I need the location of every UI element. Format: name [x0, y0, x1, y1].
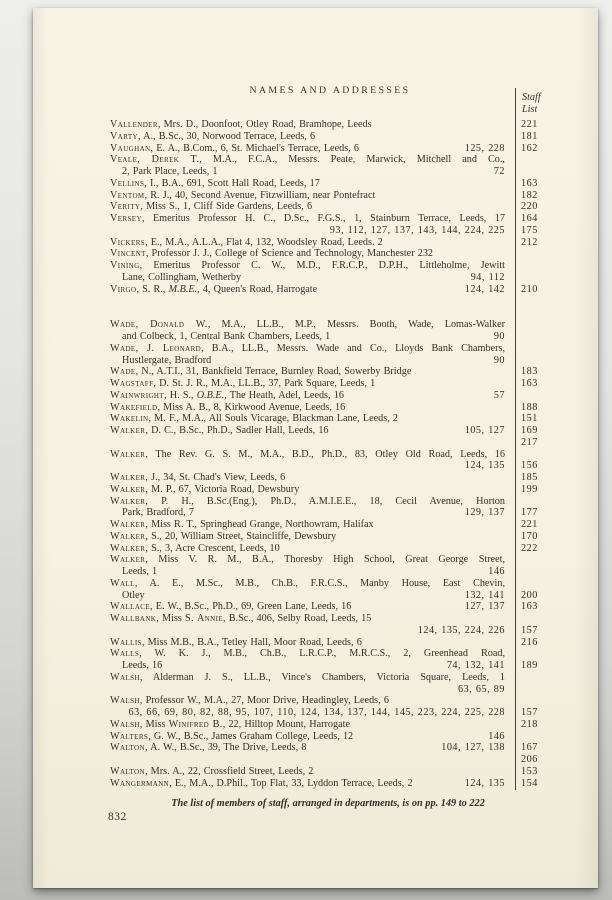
staff-list-number: 164: [521, 213, 538, 224]
staff-number-line: [110, 754, 538, 766]
directory-entry-line: [110, 201, 538, 213]
entry-text: Walters, G. W., B.Sc., James Graham College, Leeds, 12: [110, 730, 354, 742]
entry-text: 2, Park Place, Leeds, 1: [122, 166, 218, 177]
directory-entry-line: [110, 119, 538, 131]
staff-list-number: 199: [521, 483, 538, 495]
directory-entry-line: [110, 695, 505, 707]
page-refs-line: [110, 460, 538, 472]
staff-list-number: 183: [521, 366, 538, 378]
staff-list-number: 157: [521, 624, 538, 636]
entry-text: Leeds, 1: [122, 566, 158, 577]
entry-text: Versey, Emeritus Professor H. C., D.Sc., F.G.S., 1, Stainburn Terrace, Leeds, 17: [110, 213, 505, 224]
directory-entry-line: [110, 613, 505, 625]
entry-page-refs: 127, 137: [464, 601, 505, 613]
entry-text: Vaughan, E. A., B.Com., 6, St. Michael's Terrace, Leeds, 6: [110, 142, 359, 154]
staff-list-number: 151: [521, 413, 538, 425]
directory-entry-line: [110, 177, 538, 190]
entry-text: Wallis, Miss M.B., B.A., Tetley Hall, Moor Road, Leeds, 6: [110, 636, 362, 648]
directory-entry-line: [110, 566, 505, 578]
directory-entry-line: [110, 601, 538, 613]
directory-entry-line: [110, 578, 505, 590]
staff-list-number: 216: [521, 636, 538, 648]
directory-entry-line: [110, 425, 538, 437]
entry-text: Wallbank, Miss S. Annie, B.Sc., 406, Selby Road, Leeds, 15: [110, 613, 372, 624]
staff-list-number: 220: [521, 201, 538, 213]
entry-text: Walker, S., 20, William Street, Staincliffe, Dewsbury: [110, 530, 337, 542]
directory-entry-line: [110, 718, 538, 731]
directory-entry-line: [110, 731, 505, 743]
directory-entry-line: [110, 742, 538, 754]
staff-list-number: 210: [521, 283, 538, 295]
entry-text: Walker, Miss R. T., Springhead Grange, Northowram, Halifax: [110, 519, 374, 530]
directory-entry-line: [110, 343, 505, 355]
entry-page-refs: 63, 65, 89: [458, 683, 505, 695]
staff-list-number: 200: [521, 589, 538, 601]
entry-page-refs: 90: [493, 331, 505, 342]
directory-entry-line: [110, 660, 538, 672]
entry-page-refs: 63, 66, 69, 80, 82, 88, 95, 107, 110, 124, 134, 137, 144, 145, 223, 224, 225, 228: [128, 707, 505, 718]
entry-text: Wall, A. E., M.Sc., M.B., Ch.B., F.R.C.S., Manby House, East Chevin,: [110, 577, 505, 589]
staff-list-number: 169: [521, 425, 538, 436]
directory-entry-line: [110, 554, 505, 566]
directory-entry-line: [110, 636, 538, 649]
directory-entry-line: [110, 260, 505, 272]
directory-entry-line: [110, 401, 538, 414]
entry-text: Walton, A. W., B.Sc., 39, The Drive, Leeds, 8: [110, 742, 307, 754]
directory-entry-line: [110, 189, 538, 202]
entry-page-refs: 146: [488, 730, 505, 742]
directory-entry-line: [110, 472, 538, 484]
staff-list-number: 157: [521, 707, 538, 718]
staff-list-number: 163: [521, 177, 538, 189]
staff-list-number: 188: [521, 401, 538, 413]
entry-text: Vincent, Professor J. J., College of Science and Technology, Manchester 232: [110, 248, 434, 260]
directory-entry-line: [110, 166, 505, 178]
entry-page-refs: 129, 137: [464, 507, 505, 519]
staff-list-column-header: [522, 92, 541, 115]
entry-text: Wakelin, M. F., M.A., All Souls Vicarage, Blackman Lane, Leeds, 2: [110, 413, 398, 425]
staff-list-header-word-1: Staff: [522, 92, 541, 103]
directory-entry-line: [110, 213, 538, 225]
entry-text: Park, Bradford, 7: [122, 507, 194, 519]
staff-list-number: 221: [521, 519, 538, 530]
entry-page-refs: 124, 135: [464, 460, 505, 472]
staff-list-number: 222: [521, 542, 538, 554]
entry-text: Walker, S., 3, Acre Crescent, Leeds, 10: [110, 542, 280, 554]
entry-text: Walker, M. P., 67, Victoria Road, Dewsbury: [110, 483, 300, 495]
entry-text: Wade, Donald W., M.A., LL.B., M.P., Messrs. Booth, Wade, Lomas-Walker: [110, 319, 506, 331]
entry-text: Walsh, Professor W., M.A., 27, Moor Drive, Headingley, Leeds, 6: [110, 695, 389, 707]
entry-page-refs: 57: [493, 389, 505, 401]
page-number: 832: [108, 811, 127, 823]
entry-text: Wainwright, H. S., O.B.E., The Heath, Adel, Leeds, 16: [110, 389, 344, 401]
directory-entry-line: [110, 542, 538, 555]
staff-list-number: 217: [521, 436, 538, 448]
entry-page-refs: 132, 141: [464, 589, 505, 601]
entry-text: Wagstaff, D. St. J. R., M.A., LL.B., 37, Park Square, Leeds, 1: [110, 378, 376, 389]
directory-entry-line: [110, 366, 538, 378]
directory-entry-line: [110, 496, 505, 508]
entry-text: Verity, Miss S., 1, Cliff Side Gardens, Leeds, 6: [110, 201, 313, 213]
entry-text: Walker, J., 34, St. Chad's View, Leeds, 6: [110, 472, 286, 483]
page-refs-line: [110, 624, 538, 637]
directory-entry-line: [110, 142, 538, 155]
entry-text: Walsh, Alderman J. S., LL.B., Vince's Chambers, Victoria Square, Leeds, 1: [110, 671, 505, 683]
entry-text: Leeds, 16: [122, 660, 163, 671]
entry-text: Walker, P. H., B.Sc.(Eng.), Ph.D., A.M.I.E.E., 18, Cecil Avenue, Horton: [110, 495, 505, 507]
entry-text: Walker, D. C., B.Sc., Ph.D., Sadler Hall, Leeds, 16: [110, 425, 329, 436]
entry-text: Ventom, R. J., 40, Second Avenue, Fitzwilliam, near Pontefract: [110, 189, 376, 201]
page-title: NAMES AND ADDRESSES: [249, 85, 411, 96]
staff-list-number: 175: [521, 224, 538, 236]
entry-text: and Colbeck, 1, Central Bank Chambers, Leeds, 1: [122, 331, 331, 342]
entry-text: Vallender, Mrs. D., Doonfoot, Otley Road, Bramhope, Leeds: [110, 119, 372, 130]
entry-text: Veale, Derek T., M.A., F.C.A., Messrs. Peate, Marwick, Mitchell and Co.,: [110, 154, 505, 166]
entry-page-refs: 94, 112: [470, 271, 505, 283]
directory-entry-line: [110, 648, 505, 660]
staff-list-number: 156: [521, 460, 538, 472]
staff-column-rule: [515, 88, 516, 790]
entry-page-refs: 74, 132, 141: [446, 660, 505, 671]
scanned-directory-page: [33, 8, 598, 888]
directory-entry-line: [110, 519, 538, 531]
directory-entry-line: [110, 272, 505, 284]
staff-list-number: 189: [521, 660, 538, 671]
directory-entry-line: [110, 378, 538, 390]
staff-list-number: 177: [521, 507, 538, 519]
footer-note: The list of members of staff, arranged in departments, is on pp. 149 to 222: [171, 798, 485, 809]
entry-text: Otley: [122, 589, 145, 601]
staff-list-number: 163: [521, 601, 538, 613]
directory-entry-line: [110, 765, 538, 778]
staff-list-number: 206: [521, 754, 538, 765]
page-refs-line: [110, 224, 538, 237]
directory-entry-line: [110, 283, 538, 296]
entry-page-refs: 124, 135, 224, 226: [417, 624, 505, 636]
directory-entry-line: [110, 390, 505, 402]
entry-text: Lane, Collingham, Wetherby: [122, 271, 242, 283]
staff-list-number: 154: [521, 777, 538, 789]
entry-text: Wallace, E. W., B.Sc., Ph.D., 69, Green Lane, Leeds, 16: [110, 601, 352, 613]
entry-text: Walton, Mrs. A., 22, Crossfield Street, Leeds, 2: [110, 765, 314, 777]
staff-list-number: 181: [521, 130, 538, 142]
entry-text: Walsh, Miss Winifred B., 22, Hilltop Mount, Harrogate: [110, 718, 350, 730]
entry-text: Varty, A., B.Sc., 30, Norwood Terrace, Leeds, 6: [110, 130, 316, 142]
directory-entry-line: [110, 530, 538, 543]
staff-list-number: 221: [521, 119, 538, 130]
entry-text: Hustlergate, Bradford: [122, 354, 212, 366]
directory-entry-line: [110, 449, 505, 461]
directory-entry-line: [110, 130, 538, 143]
page-refs-line: [110, 707, 538, 719]
entry-page-refs: 72: [493, 166, 505, 177]
directory-entry-line: [110, 355, 505, 367]
staff-list-number: 153: [521, 765, 538, 777]
directory-entry-line: [110, 589, 538, 602]
entry-page-refs: 146: [488, 566, 505, 577]
entry-page-refs: 90: [493, 354, 505, 366]
entry-page-refs: 104, 127, 138: [441, 742, 505, 754]
staff-list-number: 170: [521, 530, 538, 542]
entry-text: Walls, W. K. J., M.B., Ch.B., L.R.C.P., M.R.C.S., 2, Greenhead Road,: [110, 648, 505, 660]
directory-entry-line: [110, 413, 538, 425]
staff-list-number: 185: [521, 472, 538, 483]
directory-entry-line: [110, 154, 505, 166]
directory-entry-line: [110, 777, 538, 790]
entry-page-refs: 125, 228: [464, 142, 505, 154]
staff-list-number: 167: [521, 742, 538, 754]
entry-text: Virgo, S. R., M.B.E., 4, Queen's Road, Harrogate: [110, 283, 318, 295]
directory-entry-line: [110, 672, 505, 684]
directory-entry-line: [110, 507, 538, 519]
page-refs-line: [110, 684, 505, 696]
staff-list-number: 212: [521, 236, 538, 248]
entry-text: Vellins, I., B.A., 691, Scott Hall Road, Leeds, 17: [110, 177, 320, 189]
staff-list-number: 162: [521, 142, 538, 154]
entry-text: Walker, Miss V. R. M., B.A., Thoresby High School, Great George Street,: [110, 554, 505, 566]
directory-entry-line: [110, 248, 505, 260]
entries-list: [110, 119, 538, 789]
entry-text: Vining, Emeritus Professor C. W., M.D., F.R.C.P., D.P.H., Littleholme, Jewitt: [110, 260, 505, 271]
entry-text: Wangermann, E., M.A., D.Phil., Top Flat, 33, Lyddon Terrace, Leeds, 2: [110, 777, 413, 789]
entry-page-refs: 124, 135: [464, 777, 505, 789]
entry-text: Vickers, E., M.A., A.L.A., Flat 4, 132, Woodsley Road, Leeds. 2: [110, 236, 383, 248]
directory-entry-line: [110, 319, 505, 331]
staff-list-number: 163: [521, 378, 538, 389]
entry-page-refs: 93, 112, 127, 137, 143, 144, 224, 225: [329, 224, 505, 236]
directory-entry-line: [110, 331, 505, 343]
entry-text: Wade, J. Leonard, B.A., LL.B., Messrs. Wade and Co., Lloyds Bank Chambers,: [110, 342, 505, 354]
directory-entry-line: [110, 236, 538, 249]
staff-list-number: 218: [521, 718, 538, 730]
entry-text: Walker, The Rev. G. S. M., M.A., B.D., Ph.D., 83, Otley Old Road, Leeds, 16: [110, 448, 505, 460]
entry-page-refs: 105, 127: [464, 425, 505, 436]
entry-page-refs: 124, 142: [464, 283, 505, 295]
entry-text: Wade, N., A.T.I., 31, Bankfield Terrace, Burnley Road, Sowerby Bridge: [110, 366, 412, 378]
staff-list-header-word-2: List: [522, 103, 538, 115]
staff-list-number: 182: [521, 189, 538, 201]
staff-number-line: [110, 436, 538, 449]
entry-text: Wakefield, Miss A. B., 8, Kirkwood Avenue, Leeds, 16: [110, 401, 346, 413]
directory-entry-line: [110, 483, 538, 496]
